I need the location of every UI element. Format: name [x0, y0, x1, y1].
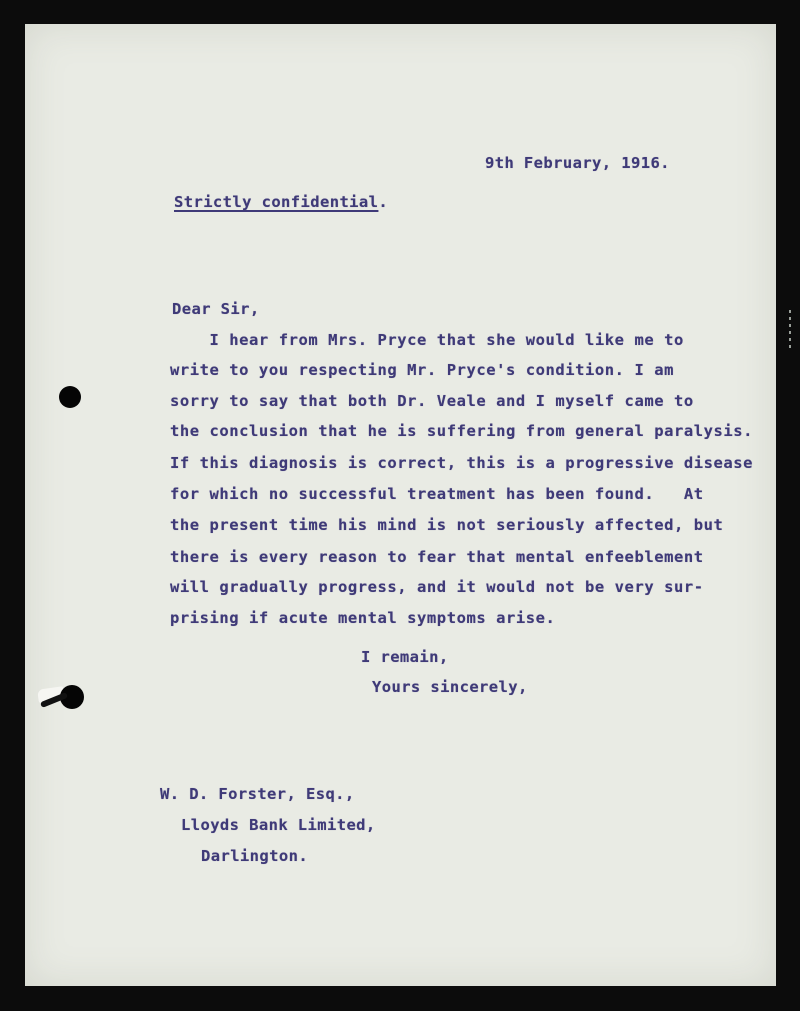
body-line: there is every reason to fear that mental enfeeblement [170, 548, 704, 566]
body-line: I hear from Mrs. Pryce that she would like me to [170, 331, 684, 349]
address-name: W. D. Forster, Esq., [160, 785, 355, 803]
confidential-punct: . [378, 193, 389, 211]
paper-edge-mark [789, 310, 791, 350]
address-company: Lloyds Bank Limited, [181, 816, 376, 834]
confidential-heading [174, 193, 388, 211]
body-line: will gradually progress, and it would not be very sur- [170, 578, 704, 596]
address-town: Darlington. [201, 847, 309, 865]
closing-signoff: Yours sincerely, [372, 678, 528, 696]
body-line: write to you respecting Mr. Pryce's condition. I am [170, 361, 674, 379]
closing-remain: I remain, [361, 648, 449, 666]
punch-hole-top [59, 386, 81, 408]
letter-date: 9th February, 1916. [485, 154, 670, 172]
body-line: sorry to say that both Dr. Veale and I myself came to [170, 392, 694, 410]
salutation: Dear Sir, [172, 300, 260, 318]
confidential-label: Strictly confidential [174, 193, 379, 211]
body-line: the present time his mind is not seriously affected, but [170, 516, 724, 534]
body-line: the conclusion that he is suffering from general paralysis. [170, 422, 754, 440]
body-line: prising if acute mental symptoms arise. [170, 609, 556, 627]
body-line: for which no successful treatment has been found. At [170, 485, 704, 503]
body-line: If this diagnosis is correct, this is a progressive disease [170, 454, 754, 472]
